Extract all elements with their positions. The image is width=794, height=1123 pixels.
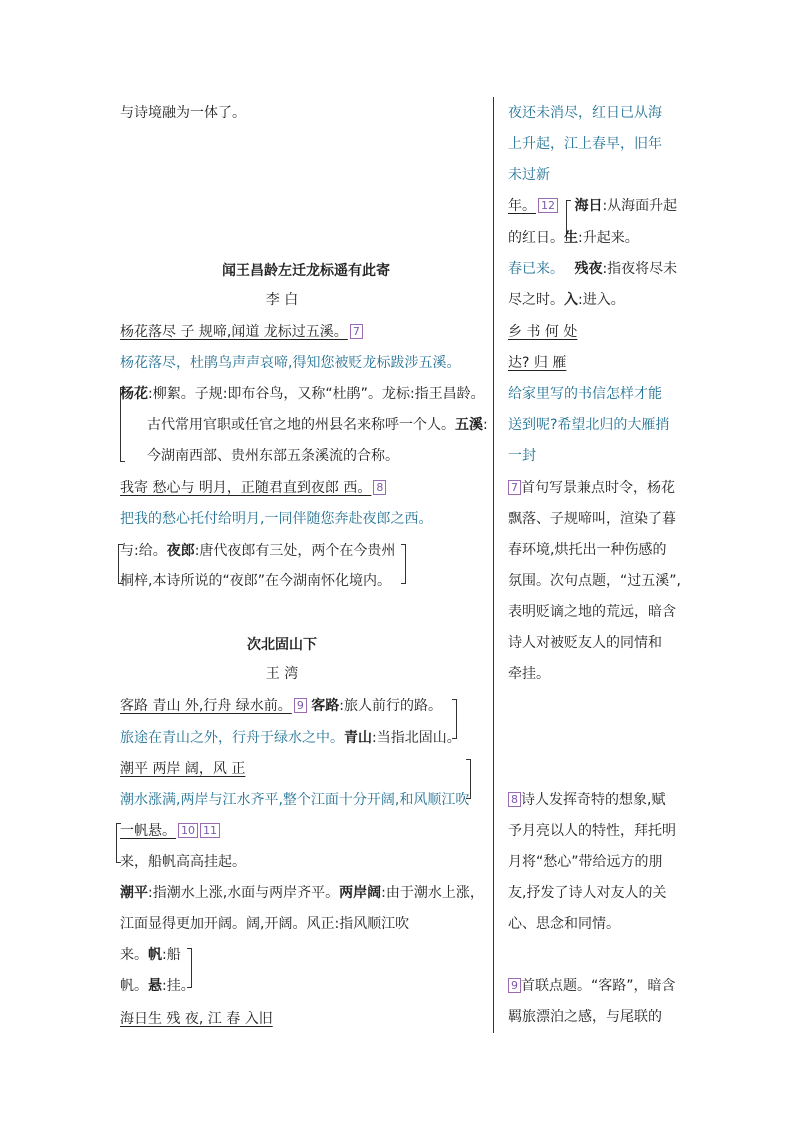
note-term: 生: [564, 230, 578, 246]
note-term: 两岸阔: [339, 885, 382, 901]
poem2-note-line2: 江面显得更加开阔。阔,开阔。风正:指风顺江吹: [120, 916, 410, 932]
right-trans-b-1: 给家里写的书信怎样才能: [508, 386, 662, 402]
comment-8-line: 心、思念和同情。: [508, 916, 620, 932]
poem1-author: 李 白: [265, 292, 299, 308]
note-term: 夜郎: [166, 543, 195, 559]
footnote-badge-8[interactable]: 8: [373, 480, 386, 495]
note-text: 帆。: [120, 978, 148, 994]
poem2-line2-cont-text: 一帆悬。: [120, 823, 176, 839]
poem2-note-line4: [120, 977, 195, 995]
column-divider: [493, 97, 494, 1033]
note-text: :: [483, 417, 488, 433]
comment-7-line: 飘落、子规啼叫，渲染了暮: [508, 511, 676, 527]
poem1-note1-line1: [120, 385, 485, 403]
poem1-note2-line1: [120, 542, 395, 560]
right-trans-b-2: 送到呢?希望北归的大雁捎: [508, 417, 670, 433]
right-nian: 年。: [508, 198, 536, 214]
note-term: 海日: [574, 198, 603, 214]
poem2-line2-translation: 潮水涨满,两岸与江水齐平,整个江面十分开阔,和风顺江吹: [120, 792, 470, 808]
comment-text: 诗人发挥奇特的想象,赋: [521, 792, 666, 808]
poem2-line1-text: 客路 青山 外,行舟 绿水前。: [120, 698, 292, 714]
note-term: 悬: [148, 978, 162, 994]
poem2-line3-text: 海日生 残 夜, 江 春 入旧: [120, 1011, 273, 1027]
right-line-xiangshu: 乡 书 何 处: [508, 324, 578, 340]
note-text: :当指北固山。: [372, 730, 461, 746]
footnote-badge-9[interactable]: 9: [294, 698, 307, 713]
right-hongri-row: [508, 229, 639, 247]
right-chunyilai: 春已来。: [508, 261, 564, 277]
poem1-title: 闻王昌龄左迁龙标遥有此寄: [222, 263, 390, 279]
note-term: 客路: [311, 698, 340, 714]
comment-7-line: 表明贬谪之地的荒远，暗含: [508, 604, 676, 620]
footnote-badge-11[interactable]: 11: [200, 823, 220, 838]
poem2-note-line3: [120, 946, 181, 964]
note-text: :挂。: [162, 978, 195, 994]
poem1-line1-text: 杨花落尽 子 规啼,闻道 龙标过五溪。: [120, 324, 348, 340]
footnote-badge-7[interactable]: 7: [508, 480, 521, 495]
poem1-line2: [120, 479, 386, 497]
note-text: :由于潮水上涨，: [381, 885, 484, 901]
note-term: 残夜: [574, 261, 603, 277]
note-text: 古代常用官职或任官之地的州县名来称呼一个人。: [147, 417, 455, 433]
comment-9-line: 羁旅漂泊之感，与尾联的: [508, 1009, 662, 1025]
note-term: 杨花: [120, 386, 148, 402]
poem2-line1-translation: 旅途在青山之外，行舟于绿水之中。: [120, 730, 344, 746]
footnote-badge-12[interactable]: 12: [538, 198, 558, 213]
note-text: :船: [162, 947, 181, 963]
comment-7-line: 氛围。次句点题，“过五溪”,: [508, 573, 681, 589]
poem1-line2-text: 我寄 愁心与 明月，正随君直到夜郎 西。: [120, 480, 372, 496]
comment-8-line: [508, 791, 665, 809]
note-text: 尽之时。: [508, 292, 564, 308]
right-trans-a-3: 未过新: [508, 167, 550, 183]
poem2-author: 王 湾: [265, 666, 299, 682]
note-text: 与:给。: [120, 543, 167, 559]
note-term: 五溪: [455, 417, 483, 433]
right-trans-a-1: 夜还未消尽，红日已从海: [508, 105, 662, 121]
right-nian-row: [508, 197, 677, 215]
comment-7-line: 春环境,烘托出一种伤感的: [508, 542, 667, 558]
note-text: :从海面升起: [602, 198, 678, 214]
note-text: :指夜将尽未: [602, 261, 678, 277]
comment-7-line: 牵挂。: [508, 666, 550, 682]
note-term: 青山: [344, 730, 372, 746]
right-canye-row: [508, 260, 677, 278]
footnote-badge-7[interactable]: 7: [350, 324, 363, 339]
poem1-note2-line2: 桐梓,本诗所说的“夜郎”在今湖南怀化境内。: [120, 573, 391, 589]
note-text: :指潮水上涨,水面与两岸齐平。: [148, 885, 340, 901]
right-line-da: 达? 归 雁: [508, 355, 567, 371]
note-term: 帆: [148, 947, 162, 963]
intro-tail: 与诗境融为一体了。: [120, 105, 246, 121]
right-ru-row: [508, 291, 625, 309]
poem1-note1-line2: [147, 416, 488, 434]
comment-8-line: 友,抒发了诗人对友人的关: [508, 885, 667, 901]
poem2-line2-cont: [120, 822, 220, 840]
poem2-title: 次北固山下: [247, 637, 317, 653]
poem2-line2-translation-tail: 来，船帆高高挂起。: [120, 854, 246, 870]
note-text: 的红日。: [508, 230, 564, 246]
note-text: :升起来。: [578, 230, 639, 246]
note-text: 来。: [120, 947, 148, 963]
footnote-badge-10[interactable]: 10: [178, 823, 198, 838]
poem2-line2-text: 潮平 两岸 阔，风 正: [120, 761, 246, 777]
poem1-line1: [120, 323, 363, 341]
comment-text: 首句写景兼点时令，杨花: [521, 480, 675, 496]
footnote-badge-9[interactable]: 9: [508, 978, 521, 993]
comment-8-line: 予月亮以人的特性，拜托明: [508, 823, 676, 839]
note-text: :唐代夜郎有三处，两个在今贵州: [194, 543, 396, 559]
comment-text: 首联点题。“客路”，暗含: [521, 978, 676, 994]
poem1-line2-translation: 把我的愁心托付给明月,一同伴随您奔赴夜郎之西。: [120, 511, 433, 527]
note-term: 潮平: [120, 885, 148, 901]
note-text: :柳絮。子规:即布谷鸟，又称“杜鹃”。龙标:指王昌龄。: [148, 386, 485, 402]
comment-7-line: [508, 479, 675, 497]
poem2-note-line1: [120, 884, 484, 902]
note-bracket: [401, 544, 406, 584]
note-text: :进入。: [578, 292, 625, 308]
footnote-badge-8[interactable]: 8: [508, 792, 521, 807]
poem2-line1: [120, 697, 442, 715]
note-text: :旅人前行的路。: [339, 698, 442, 714]
right-trans-b-3: 一封: [508, 448, 536, 464]
poem1-note1-line3: 今湖南西部、贵州东部五条溪流的合称。: [147, 448, 399, 464]
right-trans-a-2: 上升起，江上春早，旧年: [508, 136, 662, 152]
poem1-line1-translation: 杨花落尽，杜鹃鸟声声哀啼,得知您被贬龙标跋涉五溪。: [120, 355, 461, 371]
poem2-line1-translation-row: [120, 729, 461, 747]
comment-7-line: 诗人对被贬友人的同情和: [508, 635, 662, 651]
comment-8-line: 月将“愁心”带给远方的朋: [508, 854, 663, 870]
comment-9-line: [508, 977, 676, 995]
note-term: 入: [564, 292, 578, 308]
